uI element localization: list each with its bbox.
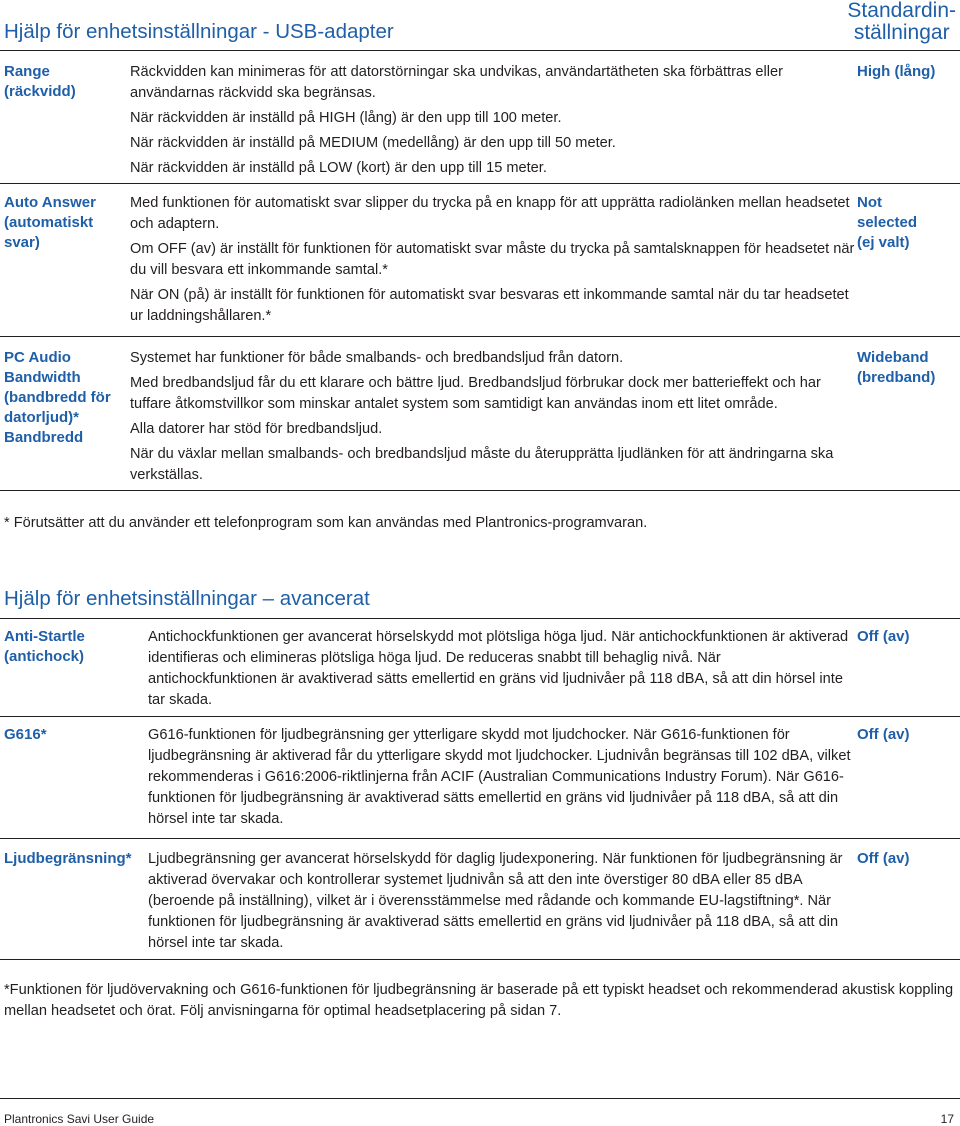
setting-default-sound-limiting: Off (av) [857,850,910,867]
value-line: Wideband [857,349,929,366]
default-settings-header-line2: ställningar [853,21,950,44]
paragraph: När du växlar mellan smalbands- och bredbandsljud måste du återupprätta ljudlänken för att ändringarna ska verkställas. [130,446,834,483]
divider [0,183,960,184]
paragraph: Alla datorer har stöd för bredbandsljud. [130,421,383,437]
divider [0,716,960,717]
divider [0,490,960,491]
setting-label-anti-startle [4,627,85,667]
setting-default-pc-audio-bandwidth [857,348,935,388]
label-line: datorljud)* [4,409,79,426]
paragraph: Med funktionen för automatiskt svar slipper du trycka på en knapp för att upprätta radiolänken mellan headsetet och adaptern. [130,195,850,232]
setting-description-pc-audio-bandwidth [130,348,860,490]
label-line: (bandbredd för [4,389,111,406]
label-line: (räckvidd) [4,83,76,100]
setting-default-g616: Off (av) [857,726,910,743]
setting-description-auto-answer [130,193,860,331]
page-title: Hjälp för enhetsinställningar - USB-adapter [4,20,394,43]
paragraph: Om OFF (av) är inställt för funktionen för automatiskt svar måste du trycka på samtalsknappen för headsetet när du vill besvara ett inkommande samtal.* [130,241,855,278]
paragraph: När räckvidden är inställd på LOW (kort) är den upp till 15 meter. [130,160,547,176]
value-line: Not [857,194,882,211]
divider [0,838,960,839]
divider [0,959,960,960]
setting-description-anti-startle: Antichockfunktionen ger avancerat hörselskydd mot plötsliga höga ljud. När antichockfunktionen är aktiverad identifieras och elimineras plötsliga höga ljud. De reduceras snabbt till behaglig nivå. När antichockfunktionen är avaktiverad sätts emellertid en gräns vid ljudnivåer på 118 dBA, så att din hörsel inte tar skada. [148,629,849,708]
label-line: Anti-Startle [4,628,85,645]
label-line: Bandwidth [4,369,81,386]
footer-divider [0,1098,960,1099]
divider [0,50,960,51]
setting-default-auto-answer [857,193,917,253]
label-line: Ljudbegränsning* [4,850,132,867]
footnote: * Förutsätter att du använder ett telefonprogram som kan användas med Plantronics-programvaran. [4,515,648,531]
value-line: High (lång) [857,63,936,80]
setting-label-auto-answer [4,193,96,253]
value-line: (ej valt) [857,234,910,251]
label-line: (antichock) [4,648,85,665]
divider [0,618,960,619]
label-line: Range [4,63,50,80]
setting-label-range [4,62,76,102]
label-line: (automatiskt [4,214,94,231]
default-settings-header-line1: Standardin- [847,0,956,22]
value-line: selected [857,214,918,231]
setting-default-range [857,62,935,82]
label-line: PC Audio [4,349,71,366]
setting-description-range [130,62,860,183]
paragraph: Med bredbandsljud får du ett klarare och bättre ljud. Bredbandsljud förbrukar dock mer batterieffekt och har tuffare åtkomstvillkor som minskar antalet system som samtidigt kan användas inom ett litet område. [130,375,821,412]
setting-description-sound-limiting: Ljudbegränsning ger avancerat hörselskydd för daglig ljudexponering. När funktionen för ljudbegränsning är aktiverad övervakar och kontrollerar systemet ljudnivån så att den inte överstiger 80 dBA eller 85 dBA (beroende på inställning), vilket är i överensstämmelse med rådande och kommande EU-lagstiftning*. När funktionen för ljudbegränsning är avaktiverad sätts emellertid en gräns vid ljudnivåer på 118 dBA, så att din hörsel inte tar skada. [148,851,843,951]
label-line: Auto Answer [4,194,96,211]
advanced-section-title: Hjälp för enhetsinställningar – avancerat [4,587,370,610]
label-line: G616* [4,726,47,743]
label-line: Bandbredd [4,429,84,446]
paragraph: Systemet har funktioner för både smalbands- och bredbandsljud från datorn. [130,350,624,366]
setting-label-g616 [4,725,47,745]
paragraph: Räckvidden kan minimeras för att datorstörningar ska undvikas, användartätheten ska förbättras eller användarnas räckvidd ska begränsas. [130,64,783,101]
setting-default-anti-startle: Off (av) [857,628,910,645]
footnote: *Funktionen för ljudövervakning och G616-funktionen för ljudbegränsning är baserade på ett typiskt headset och rekommenderad akustisk koppling mellan headsetet och örat. Följ anvisningarna för optimal headsetplacering på sidan 7. [4,982,954,1019]
page-number: 17 [940,1112,954,1126]
paragraph: När räckvidden är inställd på MEDIUM (medellång) är den upp till 50 meter. [130,135,616,151]
setting-description-g616: G616-funktionen för ljudbegränsning ger ytterligare skydd mot ljudchocker. När G616-funktionen för ljudbegränsning är aktiverad får du ytterligare skydd mot ljudchocker. Ljudnivån begränsas till 102 dBA, vilket rekommenderas i G616:2006-riktlinjerna från ACIF (Australian Communications Industry Forum). När G616-funktionen för ljudbegränsning är avaktiverad sätts emellertid en gräns vid ljudnivåer på 118 dBA, så att din hörsel inte tar skada. [148,727,851,827]
paragraph: När ON (på) är inställt för funktionen för automatiskt svar besvaras ett inkommande samtal när du tar headsetet ur laddningshållaren.* [130,287,849,324]
setting-label-pc-audio-bandwidth [4,348,111,448]
footer-doc-title: Plantronics Savi User Guide [4,1112,155,1126]
label-line: svar) [4,234,40,251]
paragraph: När räckvidden är inställd på HIGH (lång) är den upp till 100 meter. [130,110,562,126]
setting-label-sound-limiting [4,849,132,869]
value-line: (bredband) [857,369,936,386]
divider [0,336,960,337]
default-settings-column-header [847,0,956,44]
